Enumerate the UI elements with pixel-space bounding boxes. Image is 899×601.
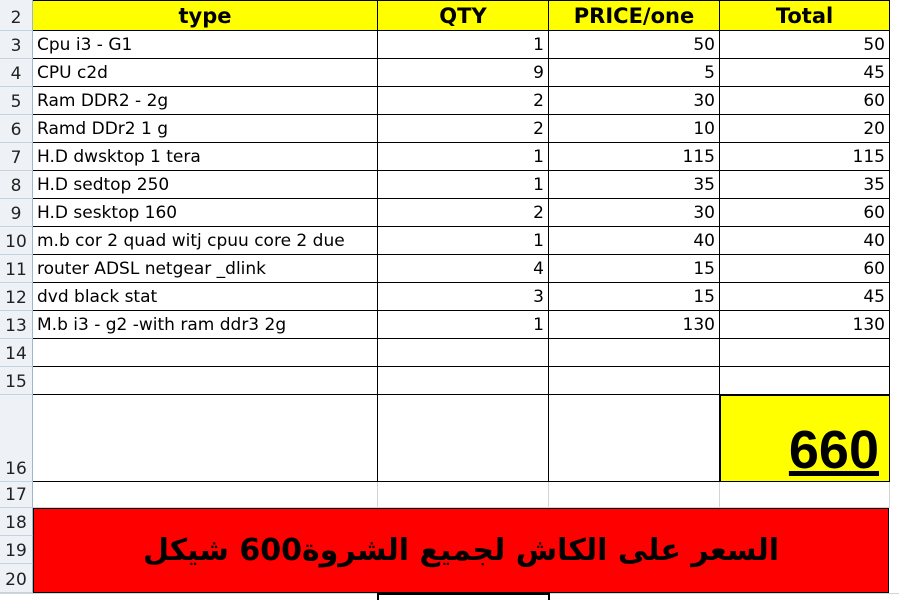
cell-total[interactable]: 20 bbox=[720, 115, 890, 143]
empty-cell[interactable] bbox=[378, 482, 549, 508]
row-header-18[interactable]: 18 bbox=[0, 508, 33, 536]
empty-cell[interactable] bbox=[549, 339, 720, 367]
cell-price[interactable]: 115 bbox=[549, 143, 720, 171]
cell-type[interactable]: CPU c2d bbox=[33, 59, 378, 87]
header-total[interactable]: Total bbox=[720, 0, 890, 31]
empty-cell[interactable] bbox=[33, 482, 378, 508]
cell-total[interactable]: 45 bbox=[720, 59, 890, 87]
row-header-16[interactable]: 16 bbox=[0, 395, 33, 482]
banner-text: السعر على الكاش لجميع الشروة600 شيكل bbox=[142, 533, 780, 568]
cell-price[interactable]: 5 bbox=[549, 59, 720, 87]
row-header-4[interactable]: 4 bbox=[0, 59, 33, 87]
cell-qty[interactable]: 4 bbox=[378, 255, 549, 283]
cell-total[interactable]: 45 bbox=[720, 283, 890, 311]
cell-type[interactable]: Cpu i3 - G1 bbox=[33, 31, 378, 59]
grand-total-cell[interactable] bbox=[720, 395, 890, 482]
cell-qty[interactable]: 3 bbox=[378, 283, 549, 311]
row-header-13[interactable]: 13 bbox=[0, 311, 33, 339]
cell-price[interactable]: 30 bbox=[549, 87, 720, 115]
empty-cell[interactable] bbox=[720, 482, 890, 508]
empty-cell[interactable] bbox=[549, 395, 720, 482]
row-header-12[interactable]: 12 bbox=[0, 283, 33, 311]
cell-type[interactable]: router ADSL netgear _dlink bbox=[33, 255, 378, 283]
cell-qty[interactable]: 1 bbox=[378, 311, 549, 339]
cell-qty[interactable]: 1 bbox=[378, 143, 549, 171]
cell-price[interactable]: 30 bbox=[549, 199, 720, 227]
cell-qty[interactable]: 2 bbox=[378, 87, 549, 115]
empty-cell[interactable] bbox=[720, 339, 890, 367]
cell-type[interactable]: H.D sesktop 160 bbox=[33, 199, 378, 227]
empty-cell[interactable] bbox=[33, 339, 378, 367]
cell-total[interactable]: 60 bbox=[720, 199, 890, 227]
cell-type[interactable]: H.D sedtop 250 bbox=[33, 171, 378, 199]
cell-type[interactable]: Ram DDR2 - 2g bbox=[33, 87, 378, 115]
row-header-10[interactable]: 10 bbox=[0, 227, 33, 255]
row-header-7[interactable]: 7 bbox=[0, 143, 33, 171]
cell-qty[interactable]: 9 bbox=[378, 59, 549, 87]
row-header-8[interactable]: 8 bbox=[0, 171, 33, 199]
empty-cell[interactable] bbox=[378, 339, 549, 367]
row-header-14[interactable]: 14 bbox=[0, 339, 33, 367]
row-header-20[interactable]: 20 bbox=[0, 564, 33, 593]
header-qty[interactable]: QTY bbox=[378, 0, 549, 31]
grand-total-value: 660 bbox=[788, 420, 879, 480]
cell-price[interactable]: 15 bbox=[549, 283, 720, 311]
cell-total[interactable]: 40 bbox=[720, 227, 890, 255]
row-header-19[interactable]: 19 bbox=[0, 536, 33, 564]
cell-type[interactable]: m.b cor 2 quad witj cpuu core 2 due bbox=[33, 227, 378, 255]
cell-price[interactable]: 50 bbox=[549, 31, 720, 59]
cell-price[interactable]: 10 bbox=[549, 115, 720, 143]
cell-total[interactable]: 130 bbox=[720, 311, 890, 339]
cell-total[interactable]: 60 bbox=[720, 87, 890, 115]
empty-cell[interactable] bbox=[378, 395, 549, 482]
empty-cell[interactable] bbox=[378, 367, 549, 395]
row-header-5[interactable]: 5 bbox=[0, 87, 33, 115]
active-cell-selection[interactable] bbox=[377, 593, 550, 600]
row-header-6[interactable]: 6 bbox=[0, 115, 33, 143]
cell-total[interactable]: 50 bbox=[720, 31, 890, 59]
cell-total[interactable]: 35 bbox=[720, 171, 890, 199]
cell-total[interactable]: 60 bbox=[720, 255, 890, 283]
row-header-2[interactable]: 2 bbox=[0, 0, 33, 31]
header-price[interactable]: PRICE/one bbox=[549, 0, 720, 31]
cell-price[interactable]: 15 bbox=[549, 255, 720, 283]
row-header-3[interactable]: 3 bbox=[0, 31, 33, 59]
row-header-15[interactable]: 15 bbox=[0, 367, 33, 395]
row-header-11[interactable]: 11 bbox=[0, 255, 33, 283]
row-header-17[interactable]: 17 bbox=[0, 482, 33, 508]
cell-qty[interactable]: 1 bbox=[378, 227, 549, 255]
cell-total[interactable]: 115 bbox=[720, 143, 890, 171]
cell-type[interactable]: dvd black stat bbox=[33, 283, 378, 311]
empty-cell[interactable] bbox=[720, 367, 890, 395]
cell-price[interactable]: 130 bbox=[549, 311, 720, 339]
empty-cell[interactable] bbox=[33, 395, 378, 482]
empty-cell[interactable] bbox=[549, 482, 720, 508]
cell-type[interactable]: Ramd DDr2 1 g bbox=[33, 115, 378, 143]
header-type[interactable]: type bbox=[33, 0, 378, 31]
empty-cell[interactable] bbox=[549, 367, 720, 395]
cell-qty[interactable]: 1 bbox=[378, 31, 549, 59]
cell-price[interactable]: 40 bbox=[549, 227, 720, 255]
cell-qty[interactable]: 1 bbox=[378, 171, 549, 199]
row-header-9[interactable]: 9 bbox=[0, 199, 33, 227]
empty-cell[interactable] bbox=[33, 367, 378, 395]
cell-qty[interactable]: 2 bbox=[378, 199, 549, 227]
cell-type[interactable]: H.D dwsktop 1 tera bbox=[33, 143, 378, 171]
cash-price-banner[interactable] bbox=[33, 508, 889, 593]
cell-qty[interactable]: 2 bbox=[378, 115, 549, 143]
cell-price[interactable]: 35 bbox=[549, 171, 720, 199]
cell-type[interactable]: M.b i3 - g2 -with ram ddr3 2g bbox=[33, 311, 378, 339]
